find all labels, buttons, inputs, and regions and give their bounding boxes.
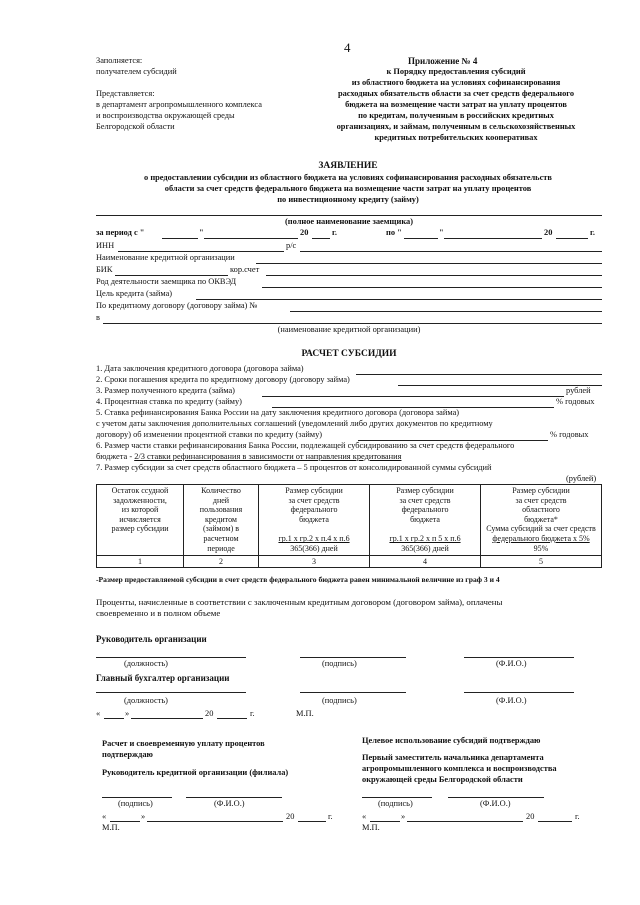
dept-date-year-field[interactable] — [538, 821, 572, 822]
bottom-left-line-1: Расчет и своевременную уплату процентов — [102, 739, 265, 748]
accountant-position-line[interactable] — [96, 692, 246, 693]
inn-label: ИНН — [96, 241, 115, 250]
bank-signature-caption: (подпись) — [118, 799, 153, 808]
bank-date-quote-open: « — [102, 812, 107, 821]
filled-value: получателем субсидий — [96, 67, 177, 76]
dept-fio-caption: (Ф.И.О.) — [480, 799, 511, 808]
dept-signature-line[interactable] — [362, 797, 432, 798]
col-num-2: 2 — [184, 555, 259, 568]
calc-item-6b-underlined: 2/3 ставки рефинансирования в зависимости от направления кредитования — [134, 452, 402, 461]
date-quote-open: « — [96, 709, 101, 718]
okved-label: Род деятельности заемщика по ОКВЭД — [96, 277, 237, 286]
head-signature-caption: (подпись) — [322, 659, 357, 668]
dept-mp: М.П. — [362, 823, 380, 832]
table-header-row — [97, 485, 602, 556]
rubles-caption: (рублей) — [566, 474, 597, 483]
statement-line-3: по инвестиционному кредиту (займу) — [277, 195, 419, 204]
header-col-3: Размер субсидии за счет средств федерального бюджета гр.1 х гр.2 х п.4 х п.6 365(366) дней — [259, 485, 370, 556]
bottom-right-line-2: Первый заместитель начальника департамента — [362, 753, 544, 762]
subsidy-table — [96, 484, 602, 568]
submitted-line-3: Белгородской области — [96, 122, 175, 131]
col-num-3: 3 — [259, 555, 370, 568]
appendix-title: Приложение № 4 — [408, 56, 478, 66]
bottom-right-line-3: агропромышленного комплекса и воспроизводства — [362, 764, 557, 773]
interest-paid-line-1: Проценты, начисленные в соответствии с заключенным кредитным договором (договором займа), оплачены — [96, 597, 503, 607]
bank-date-year: 20 — [286, 812, 295, 821]
date-year-prefix: 20 — [205, 709, 214, 718]
accountant-signature-caption: (подпись) — [322, 696, 357, 705]
calc-item-5c-unit: % годовых — [550, 430, 589, 439]
appendix-line-3: расходных обязательств области за счет средств федерального — [337, 89, 575, 98]
date-year-field[interactable] — [217, 718, 247, 719]
head-label: Руководитель организации — [96, 634, 207, 644]
appendix-line-6: организациях, и займам, полученным в сельскохозяйственных — [336, 122, 576, 131]
contract-field[interactable] — [290, 311, 602, 312]
calc-item-6: 6. Размер части ставки рефинансирования Банка России, подлежащей субсидированию за счет средств федерального — [96, 441, 515, 450]
contract-label: По кредитному договору (договору займа) № — [96, 301, 258, 310]
dept-date-year: 20 — [526, 812, 535, 821]
bank-signature-line[interactable] — [102, 797, 172, 798]
rs-label: р/с — [286, 241, 297, 250]
calc-item-5: 5. Ставка рефинансирования Банка России на дату заключения кредитного договора (договора займа) — [96, 408, 460, 417]
in-label: в — [96, 313, 100, 322]
header-col-1: Остаток ссудной задолженности, из которой исчисляется размер субсидии — [97, 485, 184, 556]
calc-item-4-unit: % годовых — [556, 397, 595, 406]
period-to-year: 20 — [544, 228, 553, 237]
inn-field[interactable] — [118, 251, 284, 252]
calc-item-1-field[interactable] — [356, 374, 602, 375]
header-col-2: Количество дней пользования кредитом (займом) в расчетном периоде — [184, 485, 259, 556]
col-num-1: 1 — [97, 555, 184, 568]
bank-date-year-field[interactable] — [298, 821, 326, 822]
appendix-line-7: кредитных потребительских кооперативах — [374, 133, 538, 142]
bottom-right-line-4: окружающей среды Белгородской области — [362, 775, 523, 784]
accountant-fio-line[interactable] — [464, 692, 574, 693]
submitted-line-2: и воспроизводства окружающей среды — [96, 111, 235, 120]
period-from-year-field[interactable] — [312, 238, 330, 239]
period-to-label: по " — [386, 228, 402, 237]
table-footnote: -Размер предоставляемой субсидии в счет средств федерального бюджета равен минимальной величине из граф 3 и 4 — [96, 575, 500, 584]
korschet-label: кор.счет — [230, 265, 260, 274]
appendix-line-4: бюджета на возмещение части затрат на уплату процентов — [345, 100, 567, 109]
bottom-left-line-3: Руководитель кредитной организации (филиала) — [102, 768, 289, 777]
calc-item-2: 2. Сроки погашения кредита по кредитному договору (договору займа) — [96, 375, 350, 384]
rs-field[interactable] — [300, 251, 602, 252]
appendix-line-2: из областного бюджета на условиях софинансирования — [351, 78, 561, 87]
calc-item-6b-prefix: бюджета - — [96, 452, 135, 461]
korschet-field[interactable] — [266, 275, 602, 276]
accountant-signature-line[interactable] — [300, 692, 406, 693]
period-from-month[interactable] — [204, 238, 298, 239]
bank-name-field[interactable] — [256, 263, 602, 264]
bank-mp: М.П. — [102, 823, 120, 832]
bik-label: БИК — [96, 265, 113, 274]
page-number: 4 — [344, 40, 351, 55]
calc-item-7: 7. Размер субсидии за счет средств областного бюджета – 5 процентов от консолидированной суммы субсидий — [96, 463, 492, 472]
purpose-label: Цель кредита (займа) — [96, 289, 173, 298]
period-from-quote: " — [199, 228, 204, 237]
statement-title: ЗАЯВЛЕНИЕ — [318, 161, 378, 171]
dept-date-quote-open: « — [362, 812, 367, 821]
bank-fio-line[interactable] — [186, 797, 282, 798]
date-day-field[interactable] — [104, 718, 124, 719]
dept-fio-line[interactable] — [448, 797, 544, 798]
date-month-field[interactable] — [131, 718, 203, 719]
header-col-4: Размер субсидии за счет средств федерального бюджета гр.1 х гр.2 х п 5 х п.6 365(366) дней — [370, 485, 481, 556]
borrower-line[interactable] — [96, 215, 602, 216]
accountant-position-caption: (должность) — [124, 696, 168, 705]
appendix-line-5: по кредитам, полученным в российских кредитных — [358, 111, 554, 120]
bank-date-day[interactable] — [110, 821, 140, 822]
dept-date-day[interactable] — [370, 821, 400, 822]
bank-date-g: г. — [328, 812, 333, 821]
calc-item-3-unit: рублей — [566, 386, 591, 395]
bank-name-label: Наименование кредитной организации — [96, 253, 235, 262]
head-position-caption: (должность) — [124, 659, 168, 668]
bank-caption: (наименование кредитной организации) — [277, 325, 421, 334]
okved-field[interactable] — [262, 287, 602, 288]
borrower-caption: (полное наименование заемщика) — [285, 217, 413, 226]
dept-date-month[interactable] — [407, 821, 523, 822]
calc-item-5b: с учетом даты заключения дополнительных соглашений (уведомлений либо других документов по кредитному — [96, 419, 493, 428]
period-from-label: за период с " — [96, 228, 145, 237]
statement-line-1: о предоставлении субсидии из областного бюджета на условиях софинансирования расходных обязательств — [144, 173, 552, 182]
calc-item-5c: договору) об изменении процентной ставки по кредиту (займу) — [96, 430, 323, 439]
calc-item-3-field[interactable] — [262, 396, 564, 397]
mp-label: М.П. — [296, 709, 314, 718]
period-to-day[interactable] — [404, 238, 438, 239]
submitted-line-1: в департамент агропромышленного комплекса — [96, 100, 262, 109]
period-to-quote: " — [439, 228, 444, 237]
col-num-5: 5 — [481, 555, 602, 568]
appendix-line-1: к Порядку предоставления субсидий — [386, 67, 526, 76]
bottom-left-line-2: подтверждаю — [102, 750, 153, 759]
date-g: г. — [250, 709, 255, 718]
calc-item-1: 1. Дата заключения кредитного договора (договора займа) — [96, 364, 304, 373]
period-from-year: 20 — [300, 228, 309, 237]
calc-item-6b — [96, 452, 401, 462]
period-from-g: г. — [332, 228, 337, 237]
bank-date-quote-close: » — [141, 812, 146, 821]
bank-fio-caption: (Ф.И.О.) — [214, 799, 245, 808]
period-to-g: г. — [590, 228, 595, 237]
purpose-field[interactable] — [196, 299, 602, 300]
head-fio-caption: (Ф.И.О.) — [496, 659, 527, 668]
bik-field[interactable] — [115, 275, 228, 276]
filled-label: Заполняется: — [96, 56, 143, 65]
dept-signature-caption: (подпись) — [378, 799, 413, 808]
date-quote-close: » — [125, 709, 130, 718]
dept-date-g: г. — [575, 812, 580, 821]
table-number-row — [97, 555, 602, 568]
period-to-year-field[interactable] — [556, 238, 588, 239]
header-col-5: Размер субсидии за счет средств областного бюджета* Сумма субсидий за счет средств федерального бюджета х 5% 95% — [481, 485, 602, 556]
calc-item-3: 3. Размер полученного кредита (займа) — [96, 386, 235, 395]
bank-date-month[interactable] — [147, 821, 283, 822]
accountant-fio-caption: (Ф.И.О.) — [496, 696, 527, 705]
bottom-right-line-1: Целевое использование субсидий подтверждаю — [362, 736, 541, 745]
period-from-day[interactable] — [162, 238, 198, 239]
submitted-label: Представляется: — [96, 89, 155, 98]
statement-line-2: области за счет средств федерального бюджета на возмещение части затрат на уплату процентов — [164, 184, 532, 193]
dept-date-quote-close: » — [401, 812, 406, 821]
bank-field[interactable] — [103, 323, 602, 324]
head-signature-line[interactable] — [300, 657, 406, 658]
calc-item-4: 4. Процентная ставка по кредиту (займу) — [96, 397, 242, 406]
head-position-line[interactable] — [96, 657, 246, 658]
period-to-month[interactable] — [444, 238, 542, 239]
head-fio-line[interactable] — [464, 657, 574, 658]
calc-title: РАСЧЕТ СУБСИДИИ — [301, 349, 397, 359]
interest-paid-line-2: своевременно и в полном объеме — [96, 608, 221, 618]
chief-accountant-label: Главный бухгалтер организации — [96, 673, 230, 683]
col-num-4: 4 — [370, 555, 481, 568]
